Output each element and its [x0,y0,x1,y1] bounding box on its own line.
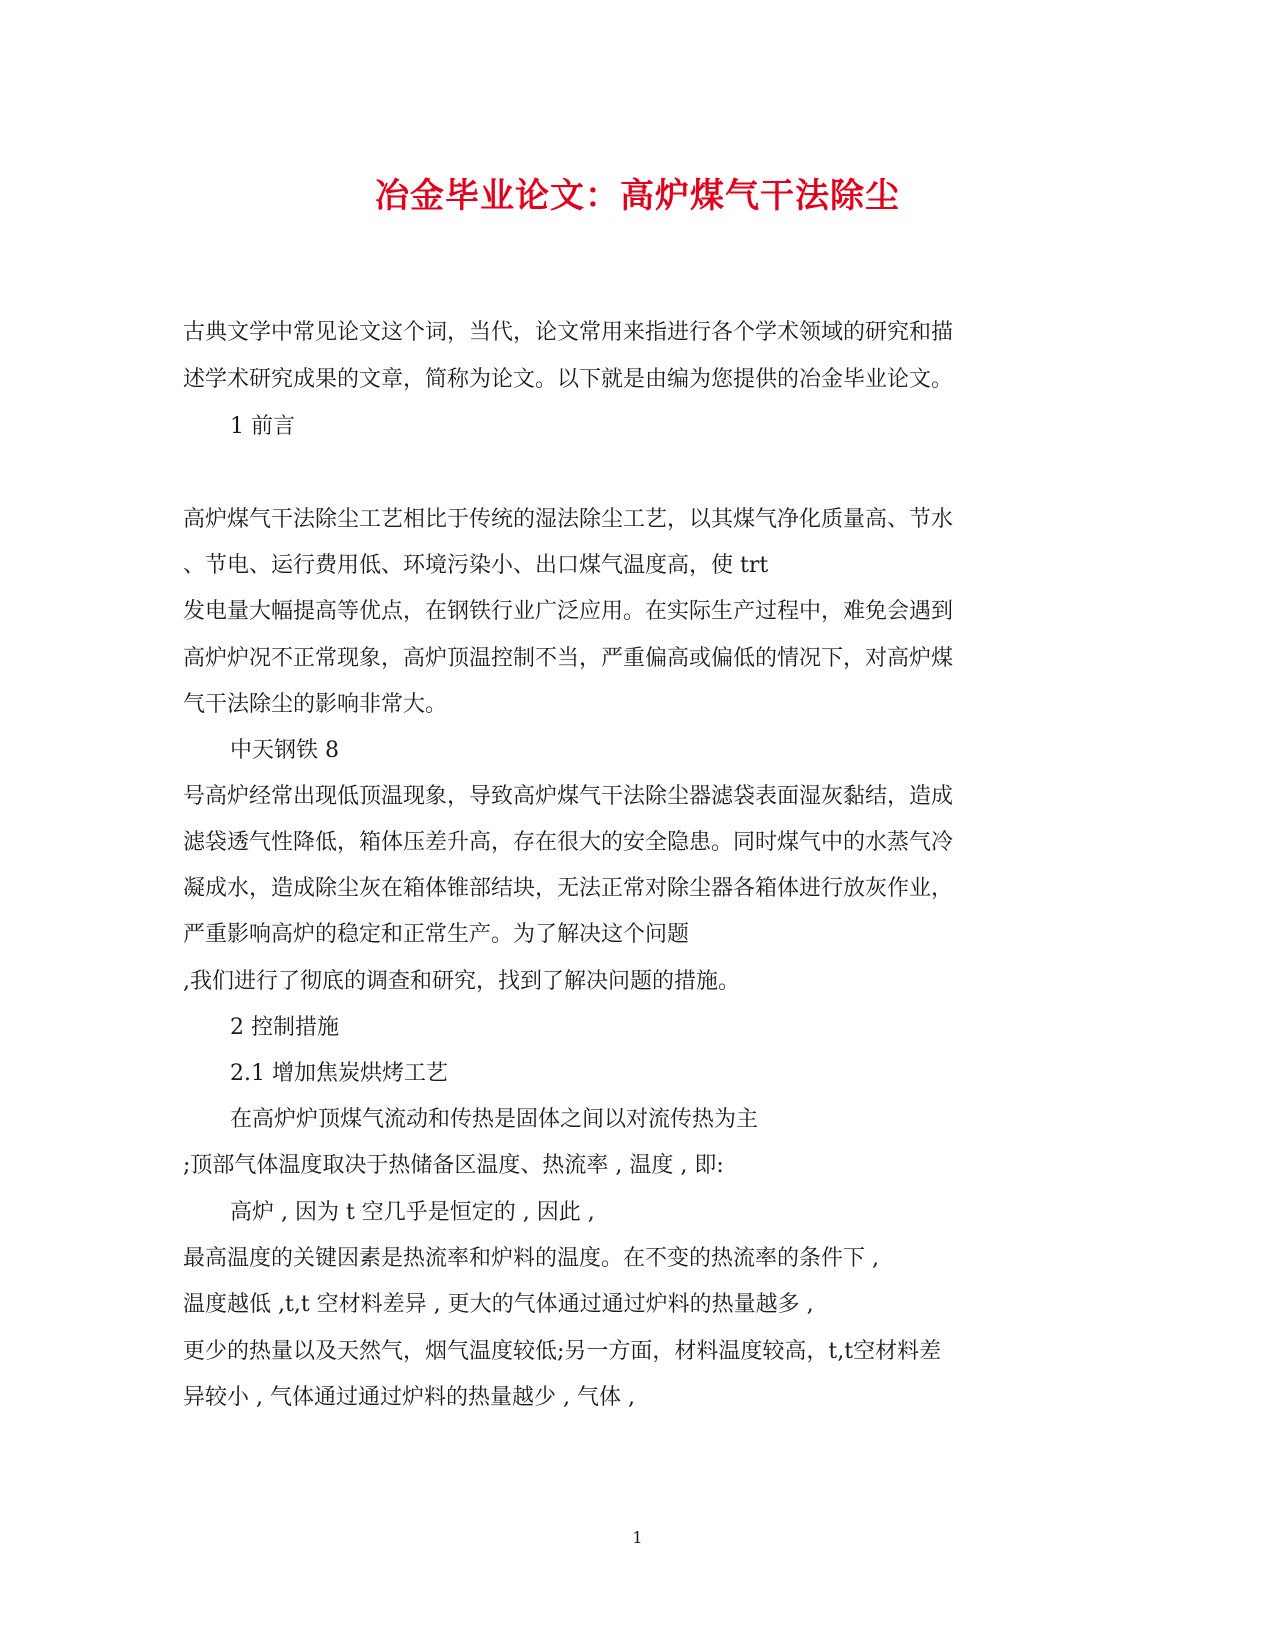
paragraph-line: 异较小 , 气体通过通过炉料的热量越少 , 气体 , [183,1385,635,1410]
paragraph-line: 高炉煤气干法除尘工艺相比于传统的湿法除尘工艺，以其煤气净化质量高、节水 [183,507,954,532]
paragraph-line: 严重影响高炉的稳定和正常生产。为了解决这个问题 [183,922,690,947]
paragraph-line: 在高炉炉顶煤气流动和传热是固体之间以对流传热为主 [230,1107,759,1132]
page-number: 1 [632,1528,643,1547]
paragraph-line: 、节电、运行费用低、环境污染小、出口煤气温度高，使 trt [183,553,769,578]
paragraph-line: 气干法除尘的影响非常大。 [183,692,448,717]
subsection-heading: 2.1 增加焦炭烘烤工艺 [230,1061,448,1086]
paragraph-line: 滤袋透气性降低，箱体压差升高，存在很大的安全隐患。同时煤气中的水蒸气冷 [183,830,954,855]
document-title: 冶金毕业论文：高炉煤气干法除尘 [375,176,900,216]
paragraph-line: 更少的热量以及天然气，烟气温度较低;另一方面，材料温度较高，t,t空材料差 [183,1339,942,1364]
section-heading: 2 控制措施 [230,1015,339,1040]
paragraph-line: 最高温度的关键因素是热流率和炉料的温度。在不变的热流率的条件下 , [183,1246,879,1271]
paragraph-line: 高炉炉况不正常现象，高炉顶温控制不当，严重偏高或偏低的情况下，对高炉煤 [183,646,954,671]
paragraph-line: ;顶部气体温度取决于热储备区温度、热流率 , 温度 , 即: [183,1153,724,1178]
paragraph-line: 中天钢铁 8 [230,738,339,763]
paragraph-line: 号高炉经常出现低顶温现象，导致高炉煤气干法除尘器滤袋表面湿灰黏结，造成 [183,784,954,809]
section-heading: 1 前言 [230,414,295,439]
paragraph-line: ,我们进行了彻底的调查和研究，找到了解决问题的措施。 [183,969,740,994]
paragraph-line: 古典文学中常见论文这个词，当代，论文常用来指进行各个学术领域的研究和描 [183,320,954,345]
paragraph-line: 温度越低 ,t,t 空材料差异 , 更大的气体通过通过炉料的热量越多 , [183,1292,814,1317]
paragraph-line: 述学术研究成果的文章，简称为论文。以下就是由编为您提供的冶金毕业论文。 [183,367,954,392]
paragraph-line: 高炉 , 因为 t 空几乎是恒定的 , 因此 , [230,1200,595,1225]
paragraph-line: 凝成水，造成除尘灰在箱体锥部结块，无法正常对除尘器各箱体进行放灰作业， [183,876,954,901]
paragraph-line: 发电量大幅提高等优点，在钢铁行业广泛应用。在实际生产过程中，难免会遇到 [183,599,954,624]
